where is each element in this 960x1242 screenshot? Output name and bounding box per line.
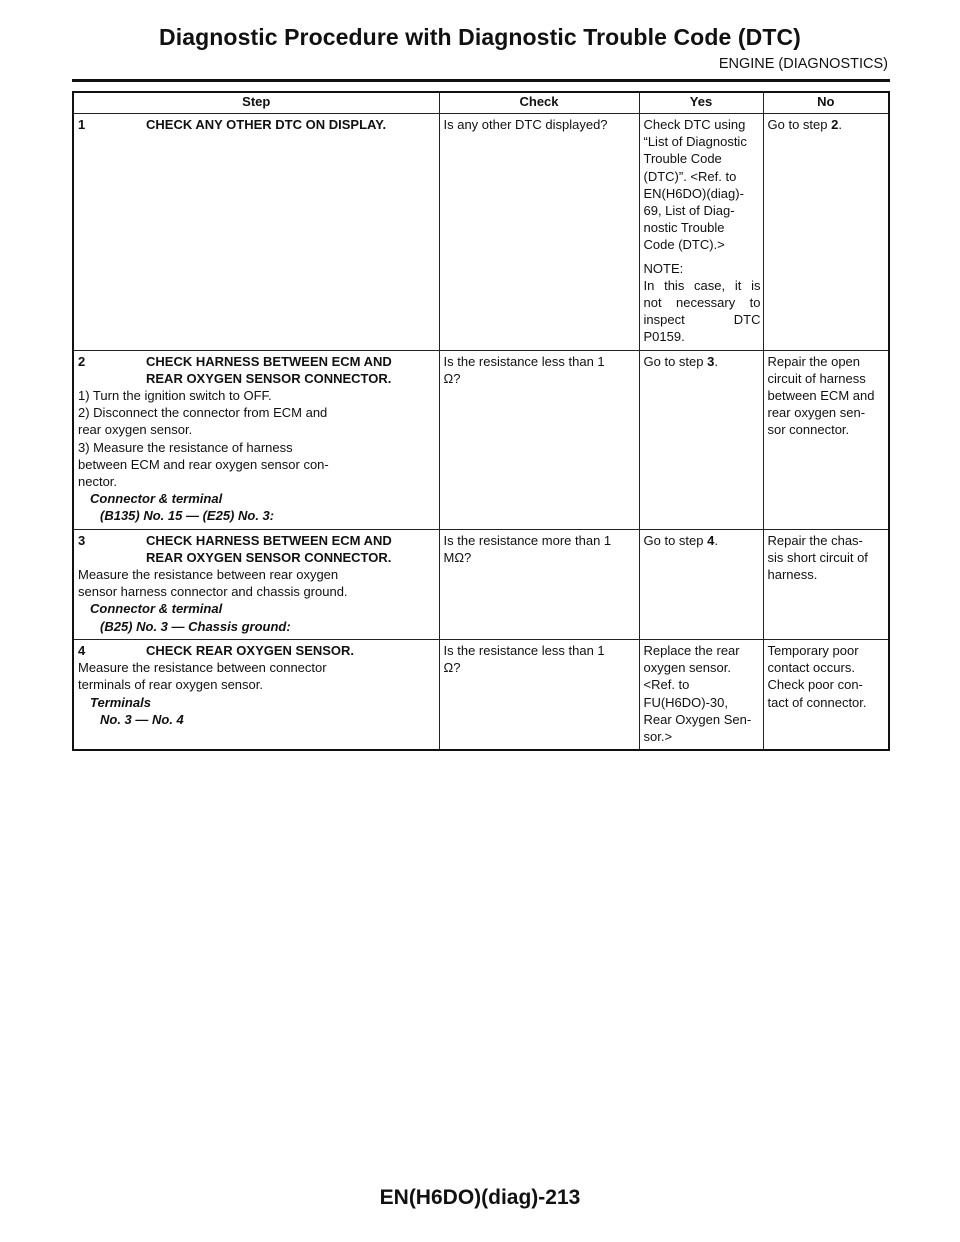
step-instruction: Measure the resistance between connector [78, 660, 327, 676]
page-title: Diagnostic Procedure with Diagnostic Trouble Code (DTC) [159, 24, 801, 50]
no-text: Temporary poor [767, 642, 859, 658]
step-cell [73, 350, 439, 529]
check-cell [439, 350, 639, 529]
step-reference: 3 [707, 353, 715, 369]
note-label: NOTE: [643, 260, 684, 276]
note-text: not necessary to [643, 295, 761, 311]
spec-label: Connector & terminal [90, 601, 223, 617]
yes-text: “List of Diagnostic [643, 134, 747, 150]
check-text: Is the resistance more than 1 [443, 532, 612, 548]
yes-text: <Ref. to [643, 677, 690, 693]
step-number: 4 [78, 642, 86, 658]
no-text: between ECM and [767, 388, 875, 404]
step-title: CHECK HARNESS BETWEEN ECM AND [146, 532, 392, 548]
yes-text: Code (DTC).> [643, 237, 725, 253]
spec-value: (B25) No. 3 — Chassis ground: [100, 618, 291, 634]
yes-text: FU(H6DO)-30, [643, 694, 729, 710]
step-reference: 4 [707, 532, 715, 548]
yes-text: Check DTC using [643, 117, 746, 132]
step-instruction: nector. [78, 474, 118, 490]
spec-label: Terminals [90, 694, 151, 710]
column-header-yes: Yes [639, 92, 763, 114]
step-instruction: 2) Disconnect the connector from ECM and [78, 405, 328, 421]
step-cell [73, 639, 439, 750]
note-text: P0159. [643, 329, 685, 345]
yes-cell [639, 639, 763, 750]
table-row [73, 529, 889, 639]
step-cell [73, 529, 439, 639]
check-text: Ω? [443, 660, 461, 676]
step-instruction: Measure the resistance between rear oxygen [78, 567, 339, 583]
step-cell [73, 114, 439, 351]
yes-cell [639, 529, 763, 639]
no-text: Go to step [767, 117, 832, 132]
no-cell [763, 529, 889, 639]
no-cell [763, 350, 889, 529]
no-text: tact of connector. [767, 694, 867, 710]
check-cell [439, 114, 639, 351]
header-divider [72, 79, 890, 82]
yes-cell [639, 350, 763, 529]
yes-text: . [714, 532, 718, 548]
no-text: sor connector. [767, 422, 850, 438]
step-instruction: between ECM and rear oxygen sensor con- [78, 456, 329, 472]
yes-text: sor.> [643, 728, 673, 744]
step-title: CHECK ANY OTHER DTC ON DISPLAY. [146, 117, 387, 132]
no-text: Repair the chas- [767, 532, 863, 548]
step-instruction: terminals of rear oxygen sensor. [78, 677, 263, 693]
no-cell [763, 639, 889, 750]
check-text: Is the resistance less than 1 [443, 642, 605, 658]
yes-text: (DTC)”. <Ref. to [643, 168, 737, 184]
spec-value: No. 3 — No. 4 [100, 711, 184, 727]
table-row [73, 350, 889, 529]
yes-cell [639, 114, 763, 351]
section-name: ENGINE (DIAGNOSTICS) [718, 56, 888, 72]
check-text: Ω? [443, 370, 461, 386]
step-title: REAR OXYGEN SENSOR CONNECTOR. [146, 549, 392, 565]
check-text: Is the resistance less than 1 [443, 353, 605, 369]
no-text: . [838, 117, 842, 132]
step-number: 3 [78, 532, 86, 548]
note-text: In this case, it is [643, 277, 761, 293]
spec-label: Connector & terminal [90, 491, 223, 507]
step-title: CHECK HARNESS BETWEEN ECM AND [146, 353, 392, 369]
table-row [73, 639, 889, 750]
spec-value: (B135) No. 15 — (E25) No. 3: [100, 508, 275, 524]
no-text: circuit of harness [767, 370, 866, 386]
no-text: contact occurs. [767, 660, 855, 676]
step-instruction: 1) Turn the ignition switch to OFF. [78, 388, 272, 404]
yes-text: 69, List of Diag- [643, 203, 735, 219]
yes-text: EN(H6DO)(diag)- [643, 185, 744, 201]
page-footer: EN(H6DO)(diag)-213 [379, 1186, 581, 1209]
check-text: MΩ? [443, 549, 472, 565]
diagnostic-procedure-table [72, 91, 890, 751]
column-header-no: No [763, 92, 889, 114]
step-title: CHECK REAR OXYGEN SENSOR. [146, 642, 355, 658]
yes-text: Trouble Code [643, 151, 722, 167]
note-text: inspect DTC [643, 312, 761, 328]
table-row [73, 114, 889, 351]
step-number: 1 [78, 117, 86, 132]
check-cell [439, 529, 639, 639]
yes-text: Go to step [643, 532, 708, 548]
step-instruction: sensor harness connector and chassis ground. [78, 584, 348, 600]
no-text: harness. [767, 567, 818, 583]
check-text: Is any other DTC displayed? [443, 117, 608, 132]
step-instruction: rear oxygen sensor. [78, 422, 193, 438]
yes-text: . [714, 353, 718, 369]
table-header-row [73, 92, 889, 114]
yes-text: oxygen sensor. [643, 660, 731, 676]
step-title: REAR OXYGEN SENSOR CONNECTOR. [146, 370, 392, 386]
yes-text: nostic Trouble [643, 220, 725, 236]
step-instruction: 3) Measure the resistance of harness [78, 439, 293, 455]
yes-text: Rear Oxygen Sen- [643, 711, 752, 727]
yes-text: Go to step [643, 353, 708, 369]
no-text: Repair the open [767, 353, 861, 369]
no-text: rear oxygen sen- [767, 405, 866, 421]
step-reference: 2 [831, 117, 839, 132]
no-text: Check poor con- [767, 677, 863, 693]
column-header-step: Step [73, 92, 439, 114]
note-block [644, 260, 761, 346]
check-cell [439, 639, 639, 750]
yes-text: Replace the rear [643, 642, 740, 658]
no-text: sis short circuit of [767, 549, 868, 565]
no-cell [763, 114, 889, 351]
column-header-check: Check [439, 92, 639, 114]
step-number: 2 [78, 353, 86, 369]
